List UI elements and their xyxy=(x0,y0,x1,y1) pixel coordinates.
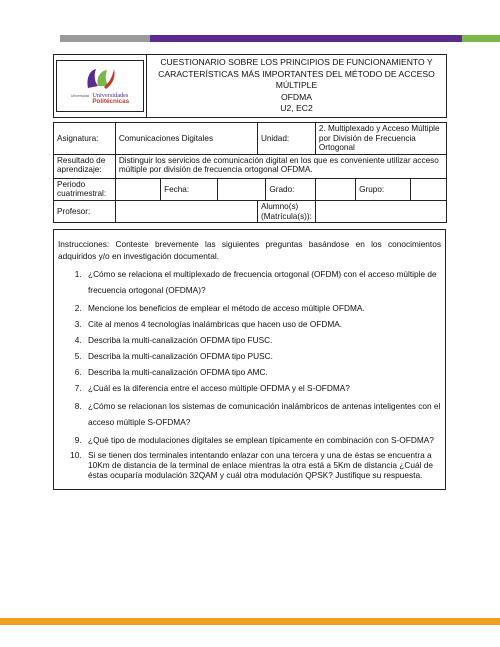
logo-big-text xyxy=(92,93,129,106)
question-item: 1. ¿Cómo se relaciona el multiplexado de frecuencia ortogonal (OFDM) con el acceso múltiple de frecuencia ortogonal (OFDMA)? xyxy=(84,266,441,298)
question-list xyxy=(58,266,441,480)
logo-text xyxy=(71,93,129,106)
logo-line-2: Politécnicas xyxy=(92,98,130,106)
university-logo-icon xyxy=(80,66,120,92)
grupo-label: Grupo: xyxy=(356,178,410,200)
question-item: 10. Si se tienen dos terminales intentando enlazar con una tercera y una de éstas se encuentra a 10Km de distancia de la terminal de enlace mientras la otra está a 5Km de distancia ¿Cuál de éstas ocuparía modulación 32QAM y cuál otra modulación QPSK? Justifique su respuesta. xyxy=(84,450,441,480)
unidad-value: 2. Multiplexado y Acceso Múltiple por División de Frecuencia Ortogonal xyxy=(315,123,446,155)
logo-small-text: Universidad xyxy=(70,93,90,98)
grupo-field[interactable] xyxy=(410,178,446,200)
title-line: CARACTERÍSTICAS MÁS IMPORTANTES DEL MÉTODO DE ACCESO MÚLTIPLE xyxy=(158,68,435,90)
title-line: OFDMA xyxy=(280,91,313,102)
instructions-text: Instrucciones: Conteste brevemente las siguientes preguntas basándose en los conocimientos adquiridos y/o en investigación documental. xyxy=(58,239,441,261)
logo-box xyxy=(56,60,144,112)
profesor-label: Profesor: xyxy=(54,200,116,222)
question-item: 7. ¿Cuál es la diferencia entre el acceso múltiple OFDMA y el S-OFDMA? xyxy=(84,382,441,394)
title-line: CUESTIONARIO SOBRE LOS PRINCIPIOS DE FUNCIONAMIENTO Y xyxy=(160,57,433,67)
fecha-label: Fecha: xyxy=(161,178,218,200)
periodo-field[interactable] xyxy=(115,178,160,200)
grado-field[interactable] xyxy=(315,178,355,200)
alumno-label: Alumno(s) (Matrícula(s)): xyxy=(257,200,315,222)
info-table xyxy=(53,122,447,223)
periodo-label: Periodo cuatrimestral: xyxy=(54,178,116,200)
instructions-box xyxy=(53,229,446,490)
question-item: 3. Cite al menos 4 tecnologías inalámbricas que hacen uso de OFDMA. xyxy=(84,318,441,330)
top-bar-green-segment xyxy=(462,35,500,42)
question-item: 5. Describa la multi-canalización OFDMA tipo PUSC. xyxy=(84,350,441,362)
question-item: 8. ¿Cómo se relacionan los sistemas de comunicación inalámbricos de antenas inteligentes con el acceso múltiple S-OFDMA? xyxy=(84,398,441,430)
grado-label: Grado: xyxy=(266,178,316,200)
header-table xyxy=(53,54,447,118)
resultado-value: Distinguir los servicios de comunicación digital en los que es conveniente utilizar acceso múltiple por división de frecuencia ortogonal OFDMA. xyxy=(115,154,446,178)
logo-line-1: Universidades xyxy=(92,91,129,99)
bottom-color-bar xyxy=(0,618,500,625)
top-bar-purple-segment xyxy=(150,35,462,42)
top-color-bar xyxy=(60,35,500,42)
profesor-field[interactable] xyxy=(115,200,257,222)
alumno-field[interactable] xyxy=(315,200,446,222)
question-item: 4. Describa la multi-canalización OFDMA tipo FUSC. xyxy=(84,334,441,346)
question-item: 2. Mencione los beneficios de emplear el método de acceso múltiple OFDMA. xyxy=(84,302,441,314)
fecha-field[interactable] xyxy=(217,178,266,200)
asignatura-label: Asignatura: xyxy=(54,123,116,155)
document-title xyxy=(147,55,447,118)
question-item: 6. Describa la multi-canalización OFDMA tipo AMC. xyxy=(84,366,441,378)
question-item: 9. ¿Qué tipo de modulaciones digitales se emplean típicamente en combinación con S-OFDMA? xyxy=(84,434,441,446)
unidad-label: Unidad: xyxy=(257,123,315,155)
resultado-label: Resultado de aprendizaje: xyxy=(54,154,116,178)
top-bar-gray-segment xyxy=(60,35,150,42)
asignatura-value: Comunicaciones Digitales xyxy=(115,123,257,155)
title-line: U2, EC2 xyxy=(280,103,313,113)
logo-cell xyxy=(54,55,147,118)
